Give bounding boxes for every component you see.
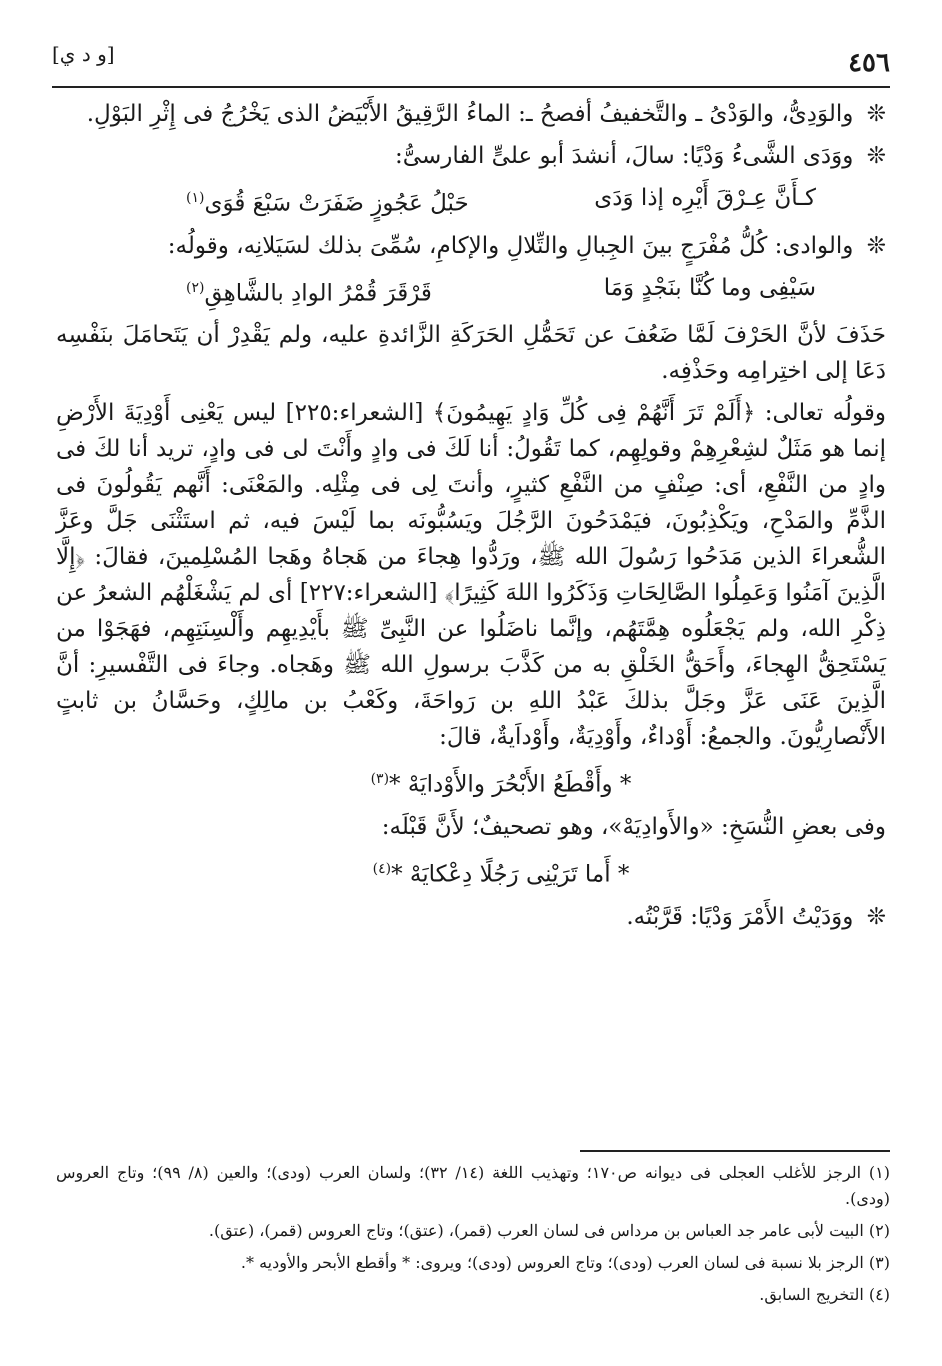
paragraph-text: ووَدَى الشَّىءُ وَدْيًا: سالَ، أنشدَ أبو علىٍّ الفارسىُّ: [395, 143, 854, 169]
main-text [56, 96, 886, 941]
verse-line-4: * أَما تَرَيْنِى رَجُلًا دِعْكايَهْ *$^{(٤)}$ [372, 860, 630, 888]
paragraph-nusakh: وفى بعضِ النُّسَخِ: «والأَوادِيَهْ»، وهو تصحيفٌ؛ لأَنَّ قَبْلَه: [381, 813, 886, 840]
entry-star-icon: ❊ [866, 143, 886, 169]
paragraph-text: ووَدَيْتُ الأَمْرَ وَدْيًا: قَرَّبْتُه. [626, 903, 854, 930]
verse-line-3: * وأَقْطَعُ الأَبْحُرَ والأَوْدايَهْ *$^{(٣)}$ [370, 771, 632, 798]
verse-hemistich-2: قَرْقَرَ قُمْرُ الوادِ بالشَّاهِقِ$^{(٢)}$ [186, 279, 432, 307]
root-label: [و د ي] [52, 42, 115, 66]
entry-star-icon: ❊ [866, 232, 886, 259]
page-number: ٤٥٦ [848, 48, 890, 78]
paragraph-wady [56, 96, 886, 132]
footnote-1: (١) الرجز للأغلب العجلى فى ديوانه ص١٧٠؛ وتهذيب اللغة (١٤/ ٣٢)؛ ولسان العرب (ودى)؛ والعين (٨/ ٩٩)؛ وتاج العروس (ودى). [56, 1163, 891, 1208]
paragraph-wada [56, 138, 886, 174]
footnote-divider [580, 1150, 890, 1152]
header-divider [52, 86, 890, 88]
paragraph-quran: وقولُه تعالى: ﴿أَلَمْ تَرَ أَنَّهُمْ فِى كُلِّ وَادٍ يَهِيمُونَ﴾ [الشعراء:٢٢٥] ليس يَعْنِى أَوْدِيَةَ الأَرْضِ إنما هو مَثَلٌ لشِعْرِهِمْ وقولِهِم، كما تَقُولُ: أنا لَكَ فى وادٍ وأَنْتَ لى فى وادٍ، تريد أنا لكَ فى وادٍ من النَّفْعِ، أى: صِنْفٍ من النَّفْعِ كثيرٍ، وأنتَ لِى فى مِثْلِه. والمَعْنَى: أَنَّهم يَقُولُونَ فى الذَّمِّ والمَدْحِ، ويَكْذِبُونَ، فيَمْدَحُونَ الرَّجُلَ ويَسُبُّونَه بما لَيْسَ فيه، ثم استَثْنَى جَلَّ وعَزَّ الشُّعراءَ الذين مَدَحُوا رَسُولَ الله ﷺ، ورَدُّوا هِجاءَ من هَجاهُ وهَجا المُسْلِمينَ، فقالَ: ﴿إِلَّا الَّذِينَ آمَنُوا وَعَمِلُوا الصَّالِحَاتِ وَذَكَرُوا اللهَ كَثِيرًا﴾ [الشعراء:٢٢٧] أى لم يَشْغَلْهُم الشعرُ عن ذِكْرِ الله، ولم يَجْعَلُوه هِمَّتَهُم، وإنَّما ناضَلُوا عن النَّبِىِّ ﷺ بأَيْدِيهِم وأَلْسِنَتِهِم، فهَجَوْا من يَسْتَحِقُّ الهِجاءَ، وأَحَقُّ الخَلْقِ به من كَذَّبَ برسولِ الله ﷺ وهَجاه. وجاءَ فى التَّفْسيرِ: أنَّ الَّذِينَ عَنَى عَزَّ وجَلَّ بذلكَ عَبْدُ اللهِ بن رَواحَةَ، وكَعْبُ بن مالِكٍ، وحَسَّانُ بن ثابتٍ الأَنْصارِيُّونَ. والجمعُ: أَوْداءٌ، وأَوْدِيَةٌ، وأَوْداَيةٌ، قالَ: [56, 400, 887, 751]
footnote-3: (٣) الرجز بلا نسبة فى لسان العرب (ودى)؛ وتاج العروس (ودى)؛ ويروى: * وأقطع الأبحر والأوديه *. [240, 1253, 890, 1272]
footnote-ref: (٤) [372, 860, 392, 877]
footnote-ref: (٢) [186, 279, 205, 296]
paragraph-hadhf: حَذَفَ لأنَّ الحَرْفَ لَمَّا ضَعُفَ عن تَحَمُّلِ الحَرَكَةِ الزَّائدةِ عليه، ولم يَقْدِرْ أن يَتَحامَلَ بنَفْسِه دَعَا إلى اختِرامِه وحَذْفِه. [56, 322, 886, 385]
entry-star-icon: ❊ [866, 903, 886, 930]
paragraph-text: والوَدِىُّ، والوَدْىُ ـ والتَّخفيفُ أفصحُ ـ: الماءُ الرَّقِيقُ الأَبْيَضُ الذى يَخْرُجُ فى إِثْرِ البَوْلِ. [86, 101, 854, 127]
verse-hemistich-1: كـأَنَّ عِـرْقَ أَيْرِه إذا وَدَى [594, 185, 816, 211]
verse-line-2 [56, 270, 886, 312]
footnote-ref: (١) [186, 190, 205, 206]
entry-star-icon: ❊ [866, 101, 886, 127]
footnotes [56, 1160, 890, 1314]
paragraph-wadaytu [56, 899, 886, 935]
verse-hemistich-2: حَبْلُ عَجُوزٍ ضَفَرَتْ سَبْعَ قُوَى$^{(١)}$ [186, 190, 469, 217]
footnote-2: (٢) البيت لأبى عامر جد العباس بن مرداس فى لسان العرب (قمر)، (عتق)؛ وتاج العروس (قمر)، (عتق). [208, 1221, 890, 1240]
verse-hemistich-1: سَيْفِى وما كُنَّا بنَجْدٍ وَمَا [603, 274, 816, 301]
footnote-4: (٤) التخريج السابق. [759, 1285, 890, 1304]
paragraph-text: والوادى: كُلُّ مُفْرَجٍ بينَ الجِبالِ والتِّلالِ والإكامِ، سُمِّىَ بذلك لسَيَلانِه، وقولُه: [167, 232, 854, 259]
verse-line-1 [56, 180, 886, 222]
page-header [52, 36, 890, 76]
footnote-ref: (٣) [370, 771, 390, 788]
paragraph-wadi [56, 228, 886, 264]
